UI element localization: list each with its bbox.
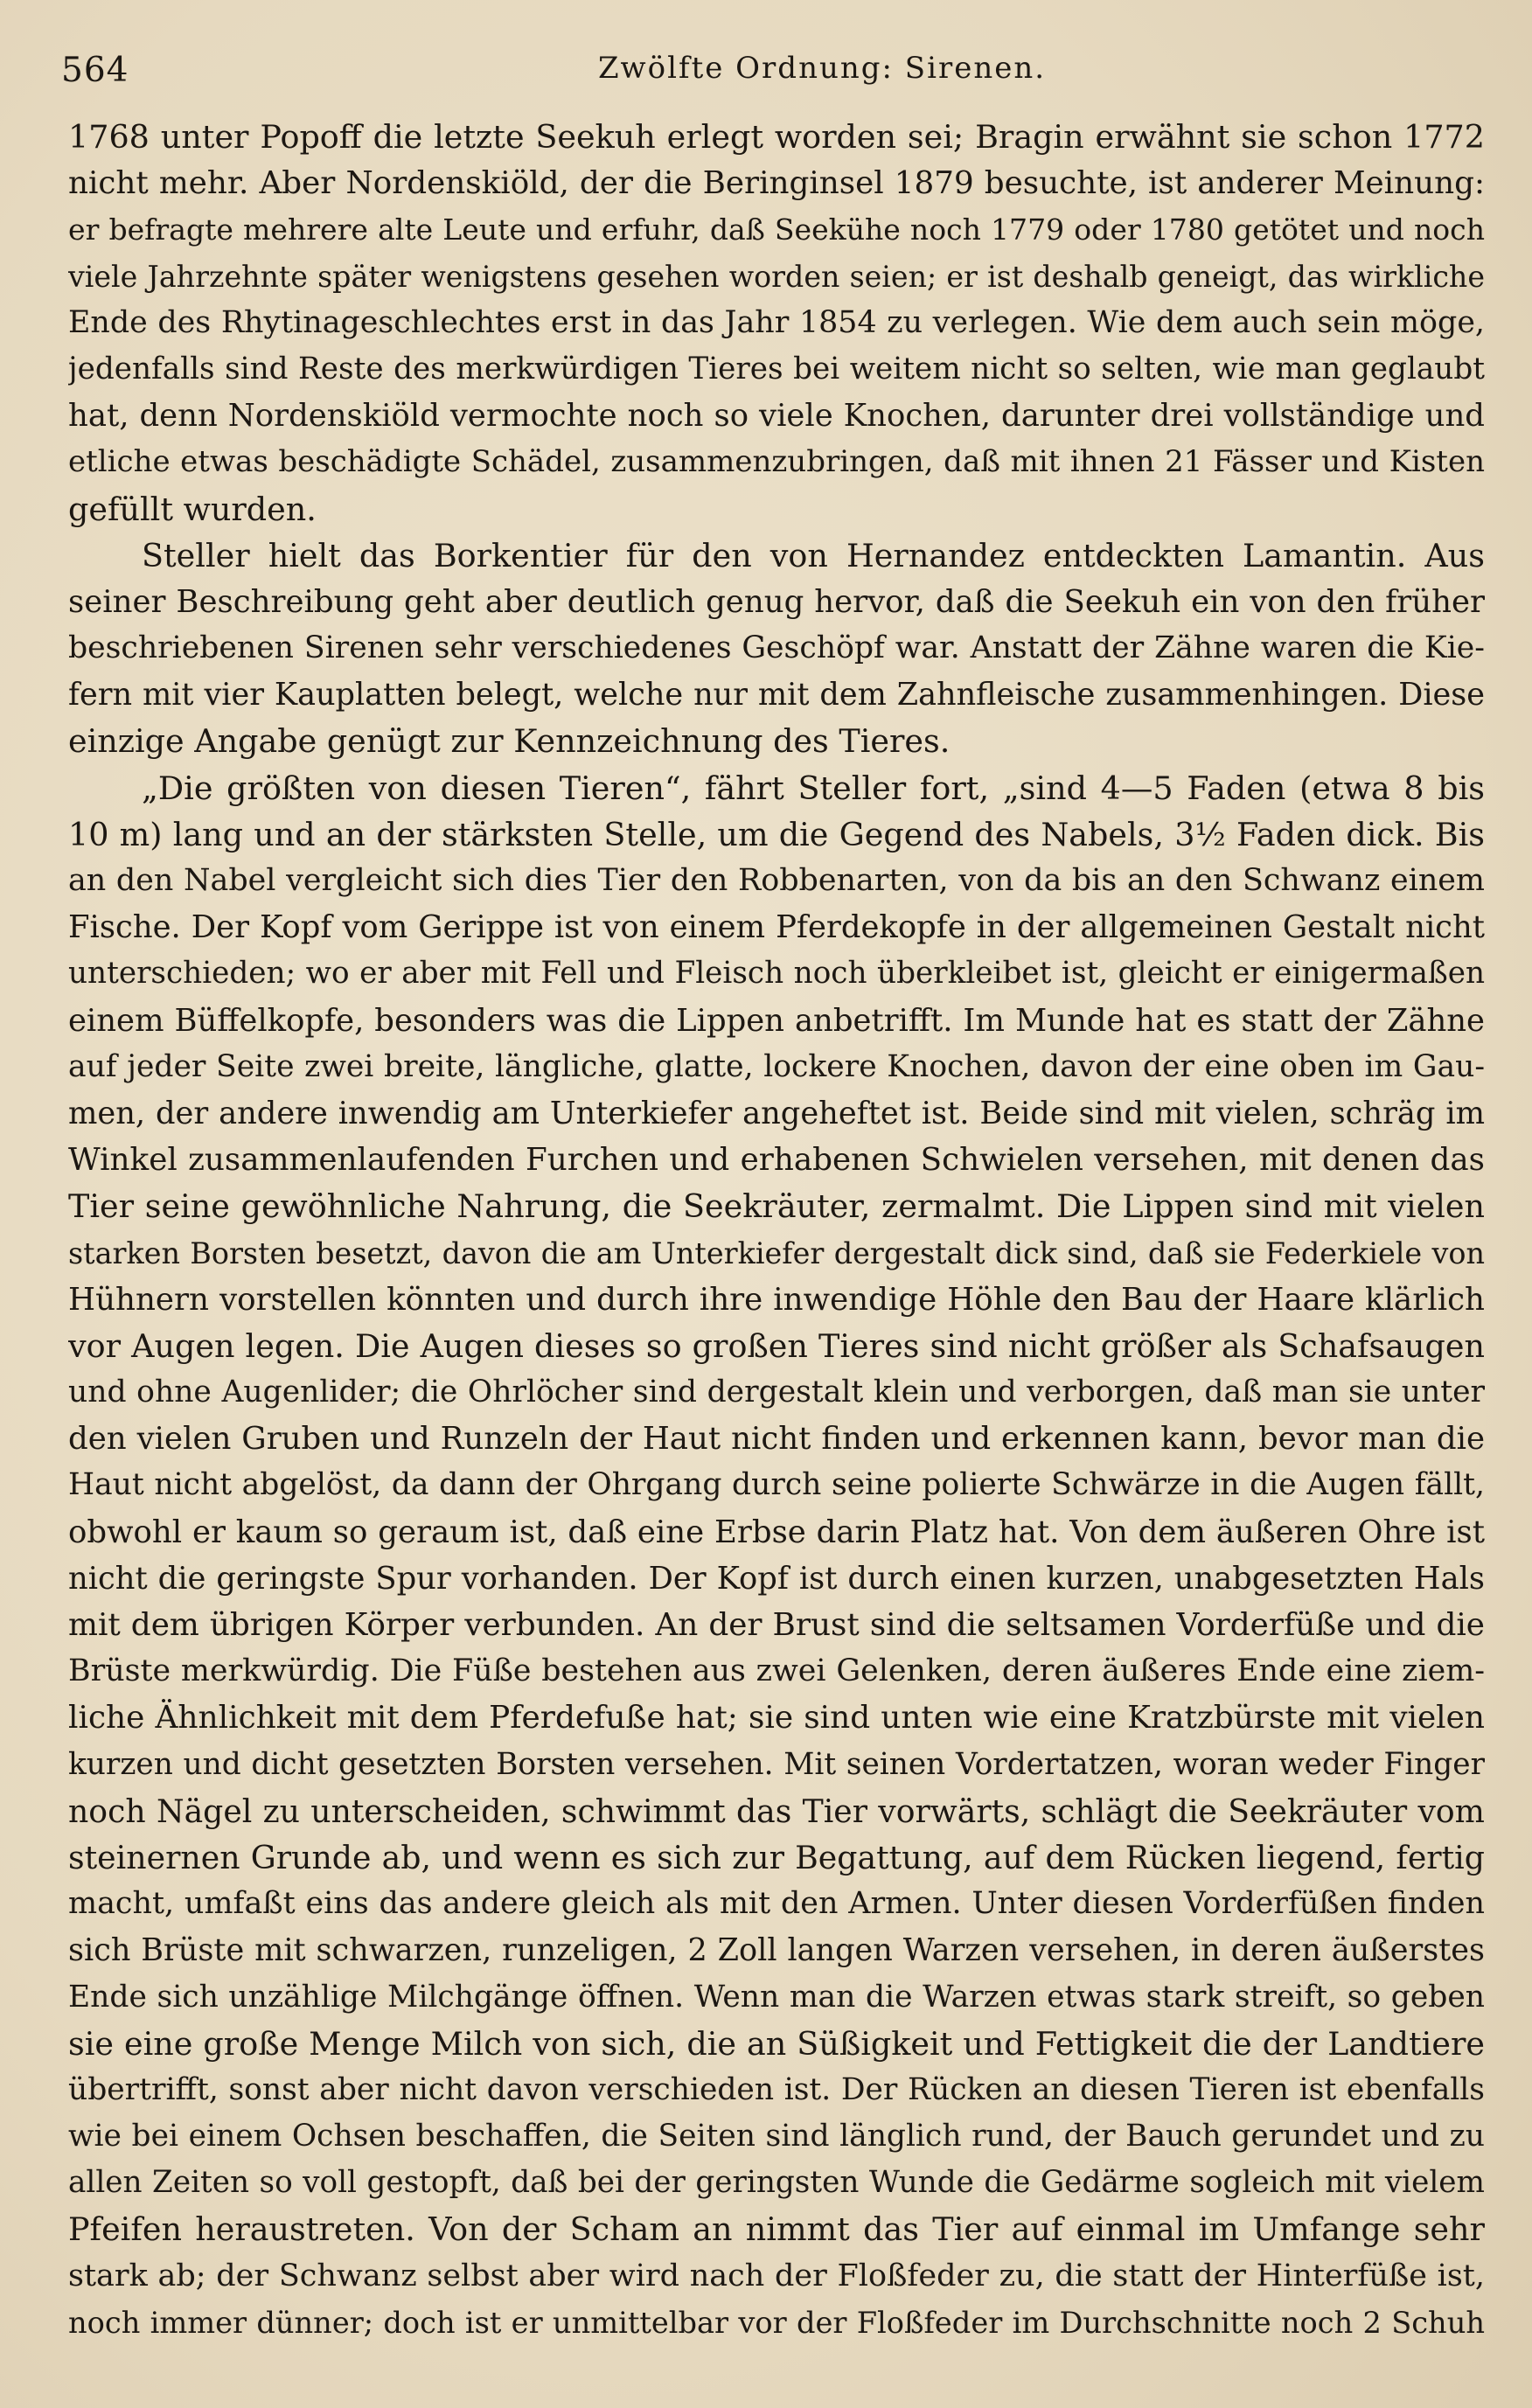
paragraph-3	[68, 765, 1485, 2346]
running-head: Zwölfte Ordnung: Sirenen.	[597, 51, 1047, 86]
text-line: etliche etwas beschädigte Schädel, zusammenzubringen, daß mit ihnen 21 Fässer und Kisten	[68, 444, 1485, 480]
body-text	[68, 114, 1485, 2346]
page-number: 564	[61, 51, 129, 90]
text-line: gefüllt wurden.	[68, 490, 317, 528]
text-line: noch Nägel zu unterscheiden, schwimmt das Tier vorwärts, schlägt die Seekräuter vom	[68, 1792, 1485, 1830]
text-line: Pfeifen heraustreten. Von der Scham an nimmt das Tier auf einmal im Umfange sehr	[68, 2210, 1485, 2249]
text-line: unterschieden; wo er aber mit Fell und Fleisch noch überkleibet ist, gleicht er einigermaßen	[68, 956, 1485, 992]
paragraph-2	[68, 532, 1485, 765]
text-line: übertrifft, sonst aber nicht davon verschieden ist. Der Rücken an diesen Tieren ist ebenfalls	[68, 2071, 1485, 2107]
text-line: an den Nabel vergleicht sich dies Tier den Robbenarten, von da bis an den Schwanz einem	[68, 863, 1485, 898]
text-line: Ende sich unzählige Milchgänge öffnen. Wenn man die Warzen etwas stark streift, so geben	[68, 1979, 1485, 2015]
text-line: men, der andere inwendig am Unterkiefer angeheftet ist. Beide sind mit vielen, schräg im	[68, 1095, 1485, 1131]
text-line: sich Brüste mit schwarzen, runzeligen, 2 Zoll langen Warzen versehen, in deren äußerstes	[68, 1932, 1485, 1969]
text-line: Fische. Der Kopf vom Gerippe ist von einem Pferdekopfe in der allgemeinen Gestalt nicht	[68, 909, 1485, 946]
text-line: steinernen Grunde ab, und wenn es sich zur Begattung, auf dem Rücken liegend, fertig	[68, 1838, 1485, 1876]
text-line: fern mit vier Kauplatten belegt, welche nur mit dem Zahnfleische zusammenhingen. Diese	[68, 677, 1485, 713]
text-line: 10 m) lang und an der stärksten Stelle, um die Gegend des Nabels, 3½ Faden dick. Bis	[68, 815, 1485, 853]
text-line: nicht die geringste Spur vorhanden. Der Kopf ist durch einen kurzen, unabgesetzten Hals	[68, 1560, 1485, 1597]
text-line: macht, umfaßt eins das andere gleich als mit den Armen. Unter diesen Vorderfüßen finden	[68, 1886, 1485, 1922]
text-line: liche Ähnlichkeit mit dem Pferdefuße hat; sie sind unten wie eine Kratzbürste mit vielen	[68, 1700, 1485, 1736]
text-line: auf jeder Seite zwei breite, längliche, glatte, lockere Knochen, davon der eine oben im Gau-	[68, 1048, 1485, 1084]
text-line: einem Büffelkopfe, besonders was die Lippen anbetrifft. Im Munde hat es statt der Zähne	[68, 1002, 1485, 1039]
page-header	[61, 51, 1487, 103]
text-line: obwohl er kaum so geraum ist, daß eine Erbse darin Platz hat. Von dem äußeren Ohre ist	[68, 1514, 1485, 1550]
text-line: und ohne Augenlider; die Ohrlöcher sind dergestalt klein und verborgen, daß man sie unter	[68, 1375, 1485, 1410]
text-line: seiner Beschreibung geht aber deutlich genug hervor, daß die Seekuh ein von den früher	[68, 583, 1485, 620]
text-line: sie eine große Menge Milch von sich, die an Süßigkeit und Fettigkeit die der Landtiere	[68, 2024, 1485, 2063]
text-line: jedenfalls sind Reste des merkwürdigen Tieres bei weitem nicht so selten, wie man geglaubt	[68, 351, 1485, 386]
text-line: Steller hielt das Borkentier für den von Hernandez entdeckten Lamantin. Aus	[142, 536, 1485, 574]
text-line: Brüste merkwürdig. Die Füße bestehen aus zwei Gelenken, deren äußeres Ende eine ziem-	[68, 1653, 1485, 1689]
text-line: „Die größten von diesen Tieren“, fährt Steller fort, „sind 4—5 Faden (etwa 8 bis	[142, 769, 1485, 807]
text-line: vor Augen legen. Die Augen dieses so großen Tieres sind nicht größer als Schafsaugen	[68, 1326, 1485, 1365]
text-line: Hühnern vorstellen könnten und durch ihre inwendige Höhle den Bau der Haare klärlich	[68, 1281, 1485, 1318]
text-line: den vielen Gruben und Runzeln der Haut nicht finden und erkennen kann, bevor man die	[68, 1421, 1485, 1458]
text-line: Haut nicht abgelöst, da dann der Ohrgang durch seine polierte Schwärze in die Augen fällt,	[68, 1467, 1485, 1503]
text-line: kurzen und dicht gesetzten Borsten versehen. Mit seinen Vordertatzen, woran weder Finger	[68, 1746, 1485, 1782]
text-line: einzige Angabe genügt zur Kennzeichnung des Tieres.	[68, 722, 951, 761]
text-line: allen Zeiten so voll gestopft, daß bei der geringsten Wunde die Gedärme sogleich mit vielem	[68, 2165, 1485, 2201]
text-line: nicht mehr. Aber Nordenskiöld, der die Beringinsel 1879 besuchte, ist anderer Meinung:	[68, 165, 1485, 202]
text-line: Ende des Rhytinageschlechtes erst in das Jahr 1854 zu verlegen. Wie dem auch sein möge,	[68, 304, 1485, 340]
text-line: 1768 unter Popoff die letzte Seekuh erlegt worden sei; Bragin erwähnt sie schon 1772	[68, 118, 1485, 156]
text-line: beschriebenen Sirenen sehr verschiedenes Geschöpf war. Anstatt der Zähne waren die Kie-	[68, 630, 1485, 666]
text-line: starken Borsten besetzt, davon die am Unterkiefer dergestalt dick sind, daß sie Federkiele von	[68, 1235, 1485, 1270]
text-line: wie bei einem Ochsen beschaffen, die Seiten sind länglich rund, der Bauch gerundet und zu	[68, 2119, 1485, 2154]
text-line: mit dem übrigen Körper verbunden. An der Brust sind die seltsamen Vorderfüße und die	[68, 1607, 1485, 1643]
text-line: Winkel zusammenlaufenden Furchen und erhabenen Schwielen versehen, mit denen das	[68, 1142, 1485, 1179]
text-line: hat, denn Nordenskiöld vermochte noch so viele Knochen, darunter drei vollständige und	[68, 398, 1485, 435]
paragraph-1	[68, 114, 1485, 532]
text-line: stark ab; der Schwanz selbst aber wird nach der Floßfeder zu, die statt der Hinterfüße ist,	[68, 2258, 1485, 2293]
text-line: er befragte mehrere alte Leute und erfuhr, daß Seekühe noch 1779 oder 1780 getötet und noch	[68, 212, 1485, 247]
text-line: Tier seine gewöhnliche Nahrung, die Seekräuter, zermalmt. Die Lippen sind mit vielen	[68, 1187, 1485, 1226]
text-line: viele Jahrzehnte später wenigstens gesehen worden seien; er ist deshalb geneigt, das wirkliche	[68, 259, 1485, 294]
text-line: noch immer dünner; doch ist er unmittelbar vor der Floßfeder im Durchschnitte noch 2 Schuh	[68, 2305, 1485, 2340]
